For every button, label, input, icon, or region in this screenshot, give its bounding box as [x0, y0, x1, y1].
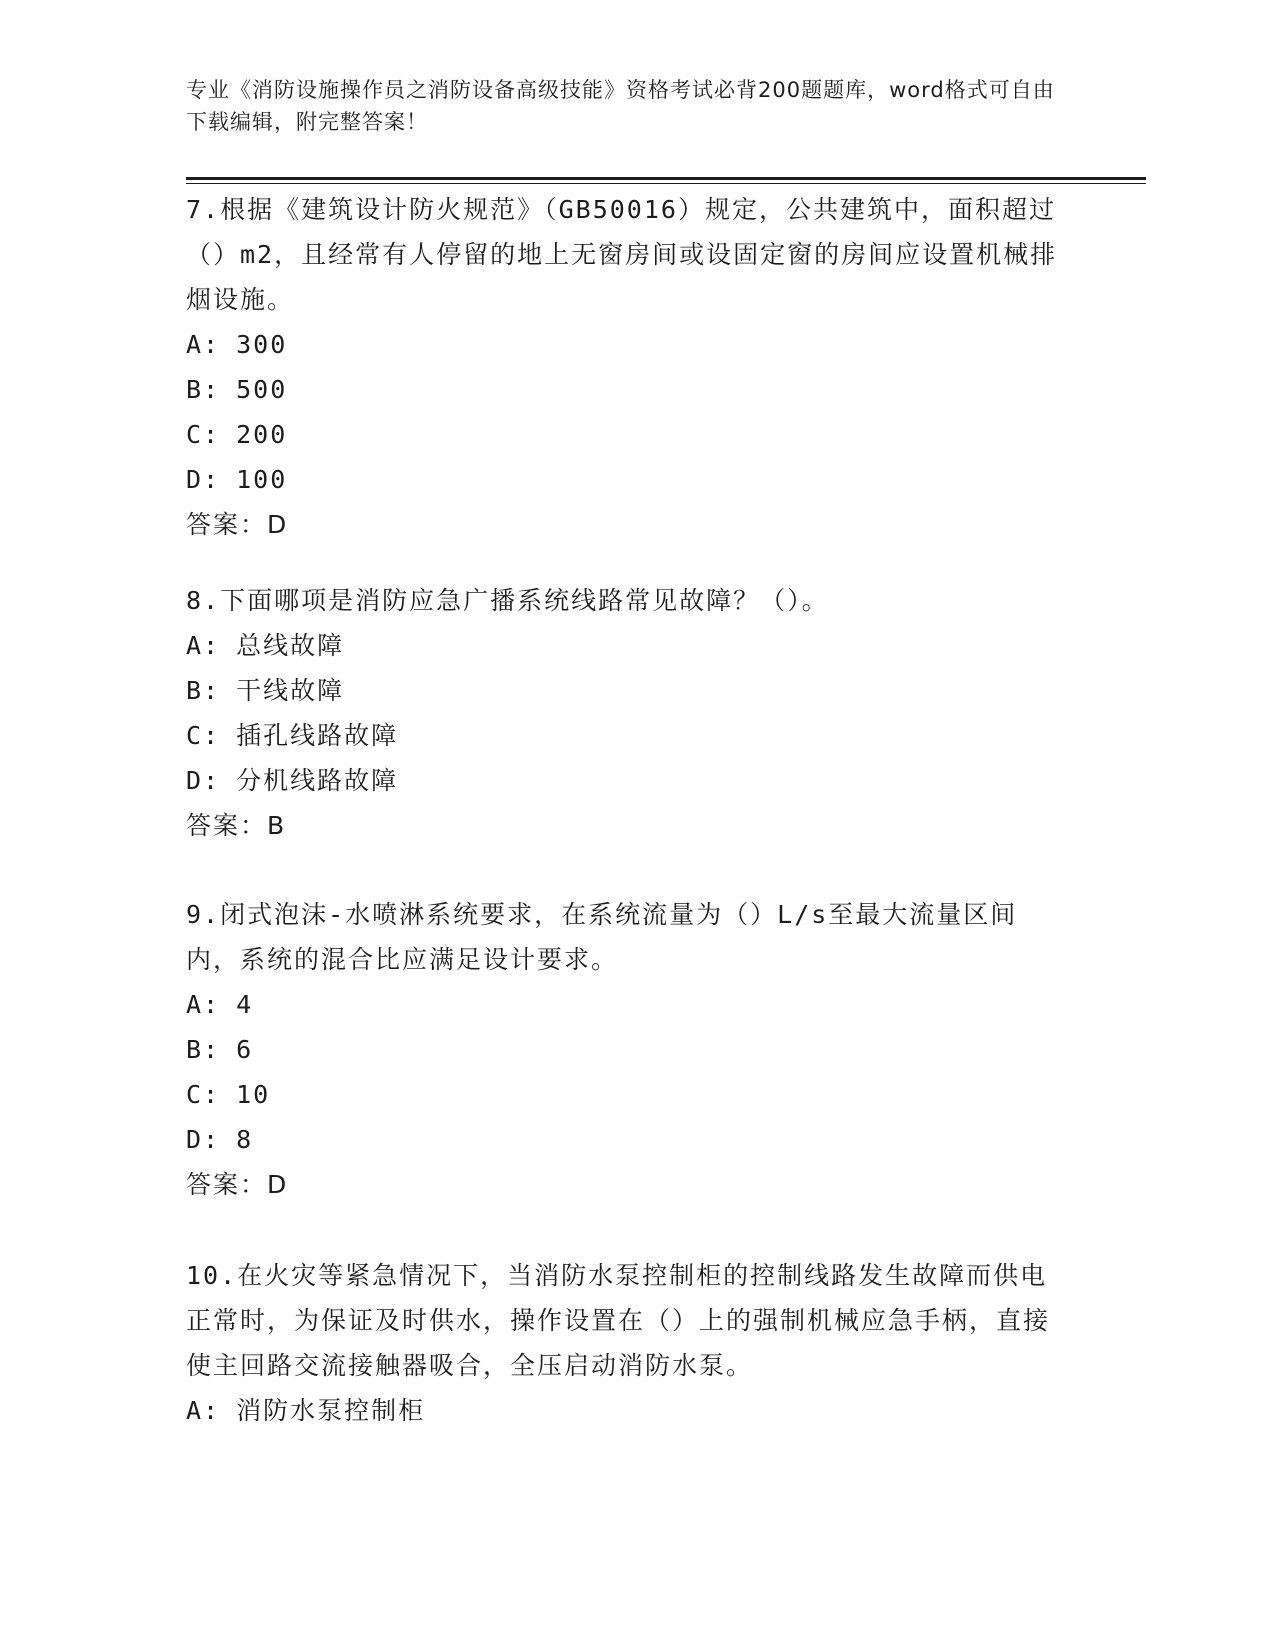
option-value: 10: [236, 1080, 271, 1109]
option-a: [186, 322, 1066, 367]
question-text: 9.闭式泡沫-水喷淋系统要求，在系统流量为（）L/s至最大流量区间内，系统的混合比应满足设计要求。: [186, 900, 1018, 974]
option-value: 100: [236, 465, 288, 494]
option-value: 200: [236, 420, 288, 449]
question-text: 7.根据《建筑设计防火规范》（GB50016）规定，公共建筑中，面积超过（）m2，且经常有人停留的地上无窗房间或设固定窗的房间应设置机械排烟设施。: [186, 195, 1058, 314]
option-value: 分机线路故障: [236, 766, 399, 795]
option-b: [186, 668, 1066, 713]
option-b: [186, 1027, 1066, 1072]
option-a: [186, 1388, 1066, 1433]
option-c: [186, 412, 1066, 457]
option-value: 8: [236, 1125, 254, 1154]
question-9: [186, 892, 1066, 1207]
question-10: [186, 1253, 1066, 1433]
option-a: [186, 623, 1066, 668]
option-d: [186, 1117, 1066, 1162]
option-value: 总线故障: [236, 631, 345, 660]
option-c: [186, 1072, 1066, 1117]
option-letter: C:: [186, 721, 221, 750]
answer-line: 答案：D: [186, 510, 289, 539]
option-value: 消防水泵控制柜: [236, 1396, 426, 1425]
option-a: [186, 982, 1066, 1027]
option-value: 4: [236, 990, 254, 1019]
option-value: 300: [236, 330, 288, 359]
option-letter: D:: [186, 766, 221, 795]
option-value: 500: [236, 375, 288, 404]
option-letter: B:: [186, 375, 221, 404]
question-7: [186, 187, 1066, 547]
question-8: [186, 578, 1066, 848]
option-letter: D:: [186, 1125, 221, 1154]
option-value: 干线故障: [236, 676, 345, 705]
option-letter: A:: [186, 330, 221, 359]
option-letter: A:: [186, 990, 221, 1019]
answer-line: 答案：D: [186, 1170, 289, 1199]
question-text: 8.下面哪项是消防应急广播系统线路常见故障？（）。: [186, 586, 829, 615]
option-letter: C:: [186, 1080, 221, 1109]
document-header: 专业《消防设施操作员之消防设备高级技能》资格考试必背200题题库，word格式可自由下载编辑，附完整答案！: [186, 78, 1055, 134]
option-letter: D:: [186, 465, 221, 494]
option-d: [186, 758, 1066, 803]
option-letter: B:: [186, 1035, 221, 1064]
option-d: [186, 457, 1066, 502]
option-c: [186, 713, 1066, 758]
option-letter: A:: [186, 1396, 221, 1425]
option-letter: A:: [186, 631, 221, 660]
option-letter: C:: [186, 420, 221, 449]
header-rule-thick: [186, 177, 1146, 180]
option-value: 6: [236, 1035, 254, 1064]
header-rule-thin: [186, 183, 1146, 184]
option-value: 插孔线路故障: [236, 721, 399, 750]
option-b: [186, 367, 1066, 412]
answer-line: 答案：B: [186, 811, 287, 840]
question-text: 10.在火灾等紧急情况下，当消防水泵控制柜的控制线路发生故障而供电正常时，为保证及时供水，操作设置在（）上的强制机械应急手柄，直接使主回路交流接触器吸合，全压启动消防水泵。: [186, 1261, 1051, 1380]
option-letter: B:: [186, 676, 221, 705]
